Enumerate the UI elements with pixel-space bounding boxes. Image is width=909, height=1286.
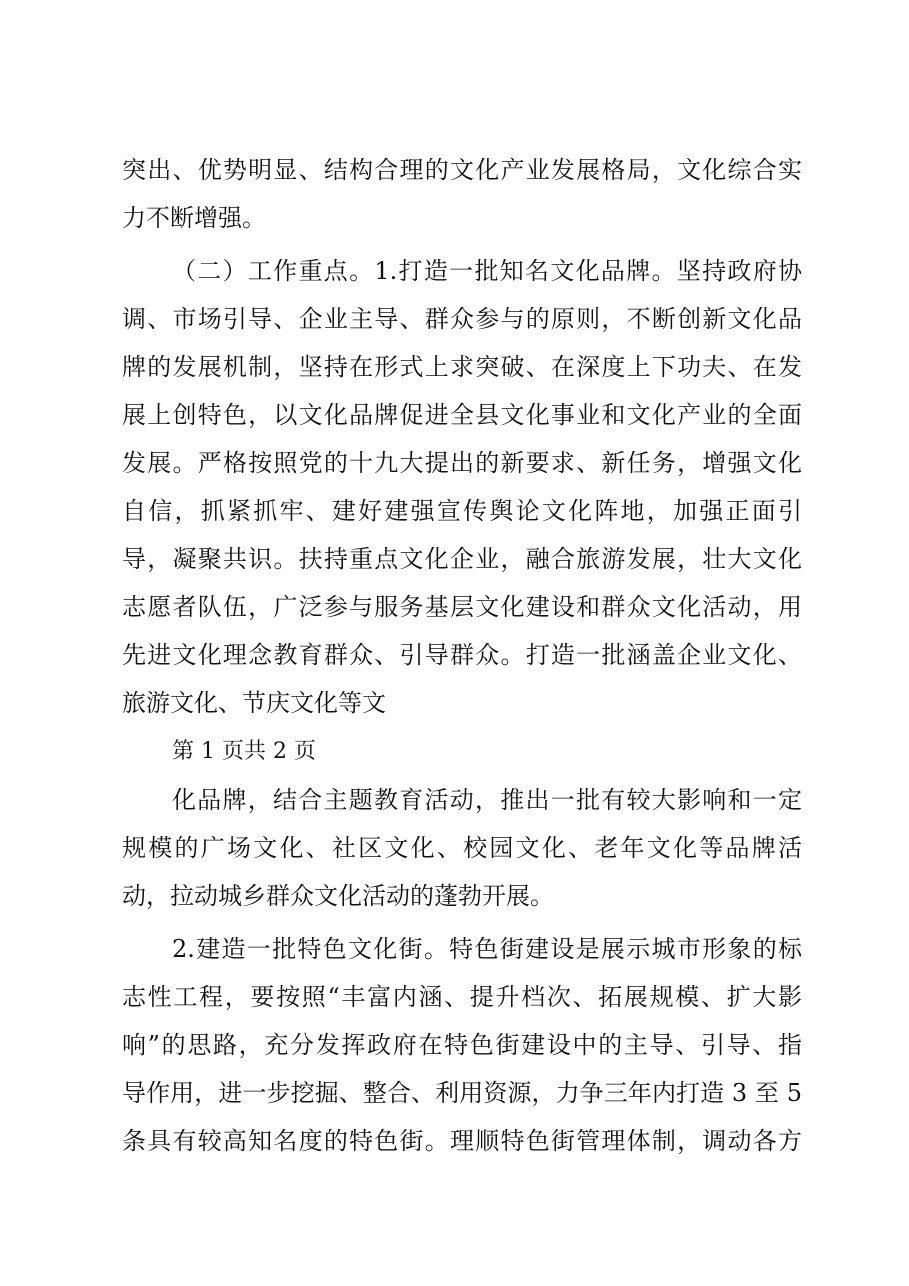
paragraph-1-line-2: 力不断增强。: [122, 204, 266, 232]
paragraph-4-line-3: 响”的思路，充分发挥政府在特色街建设中的主导、引导、指: [122, 1031, 802, 1059]
paragraph-4-line-4: 导作用，进一步挖掘、整合、利用资源，力争三年内打造 3 至 5: [122, 1079, 802, 1107]
paragraph-2-line-3: 牌的发展机制，坚持在形式上求突破、在深度上下功夫、在发: [122, 353, 802, 381]
paragraph-2-line-4: 展上创特色，以文化品牌促进全县文化事业和文化产业的全面: [122, 401, 802, 429]
paragraph-2-line-5: 发展。严格按照党的十九大提出的新要求、新任务，增强文化: [122, 449, 802, 477]
paragraph-3-line-1: 化品牌，结合主题教育活动，推出一批有较大影响和一定: [172, 786, 802, 814]
paragraph-2-line-9: 先进文化理念教育群众、引导群众。打造一批涵盖企业文化、: [122, 641, 802, 669]
page-number-footer: 第 1 页共 2 页: [172, 739, 316, 764]
paragraph-1-line-1: 突出、优势明显、结构合理的文化产业发展格局，文化综合实: [122, 156, 802, 184]
paragraph-4-line-5: 条具有较高知名度的特色街。理顺特色街管理体制，调动各方: [122, 1127, 802, 1155]
paragraph-2-line-7: 导，凝聚共识。扶持重点文化企业，融合旅游发展，壮大文化: [122, 545, 802, 573]
paragraph-2-line-10: 旅游文化、节庆文化等文: [122, 689, 386, 717]
paragraph-2-line-1: （二）工作重点。1.打造一批知名文化品牌。坚持政府协: [172, 257, 802, 285]
paragraph-4-line-2: 志性工程，要按照“丰富内涵、提升档次、拓展规模、扩大影: [122, 983, 802, 1011]
paragraph-3-line-3: 动，拉动城乡群众文化活动的蓬勃开展。: [122, 882, 554, 910]
paragraph-2-line-2: 调、市场引导、企业主导、群众参与的原则，不断创新文化品: [122, 305, 802, 333]
paragraph-3-line-2: 规模的广场文化、社区文化、校园文化、老年文化等品牌活: [122, 834, 802, 862]
paragraph-2-line-6: 自信，抓紧抓牢、建好建强宣传舆论文化阵地，加强正面引: [122, 497, 802, 525]
paragraph-4-line-1: 2.建造一批特色文化街。特色街建设是展示城市形象的标: [172, 935, 802, 963]
paragraph-2-line-8: 志愿者队伍，广泛参与服务基层文化建设和群众文化活动，用: [122, 593, 802, 621]
